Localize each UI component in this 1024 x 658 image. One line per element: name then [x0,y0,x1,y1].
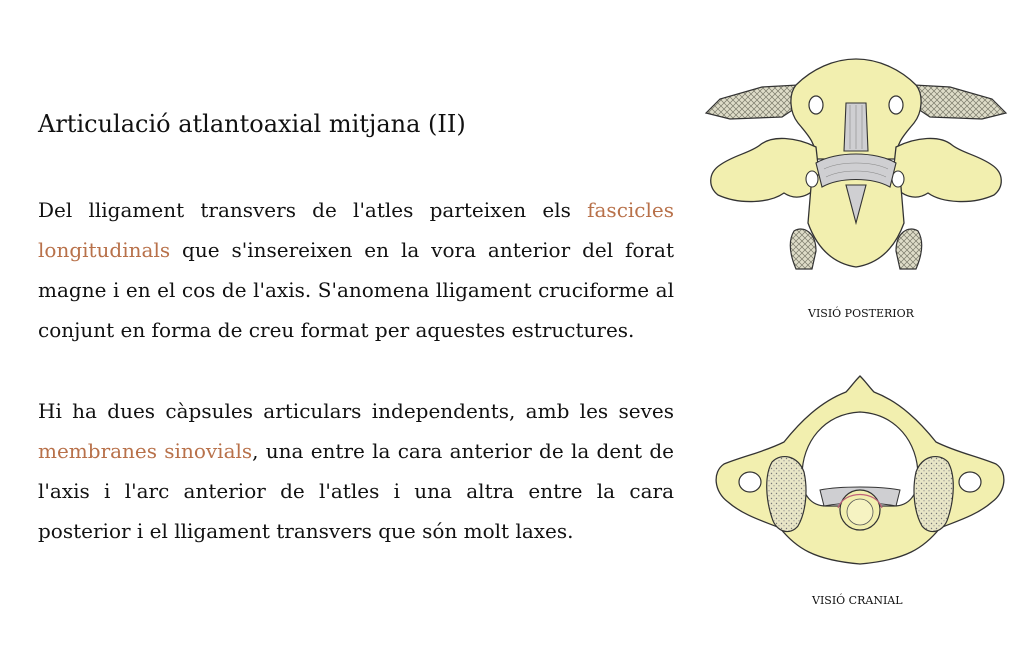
cranial-view-illustration [710,372,1010,570]
cranial-view-caption: VISIÓ CRANIAL [812,594,903,607]
paragraph1-intro: Del lligament transvers de l'atles parteixen els [38,198,588,222]
page-title: Articulació atlantoaxial mitjana (II) [38,110,466,138]
paragraph2-intro: Hi ha dues càpsules articulars independents, amb les seves [38,399,674,423]
posterior-view-caption: VISIÓ POSTERIOR [808,307,914,320]
paragraph2-rest: , una entre la cara anterior de la dent de l'axis i l'arc anterior de l'atles i una altra entre la cara posterior i el lligament transvers que són molt laxes. [38,439,674,543]
paragraph-transverse-ligament [38,190,674,350]
highlight-synovial-membranes: membranes sinovials [38,439,253,463]
paragraph-articular-capsules [38,391,674,551]
posterior-view-illustration [700,55,1012,280]
paragraph1-rest: que s'insereixen en la vora anterior del forat magne i en el cos de l'axis. S'anomena lligament cruciforme al conjunt en forma de creu format per aquestes estructures. [38,238,674,342]
highlight-fascicles-longitudinals: fascicles longitudinals [38,198,674,262]
